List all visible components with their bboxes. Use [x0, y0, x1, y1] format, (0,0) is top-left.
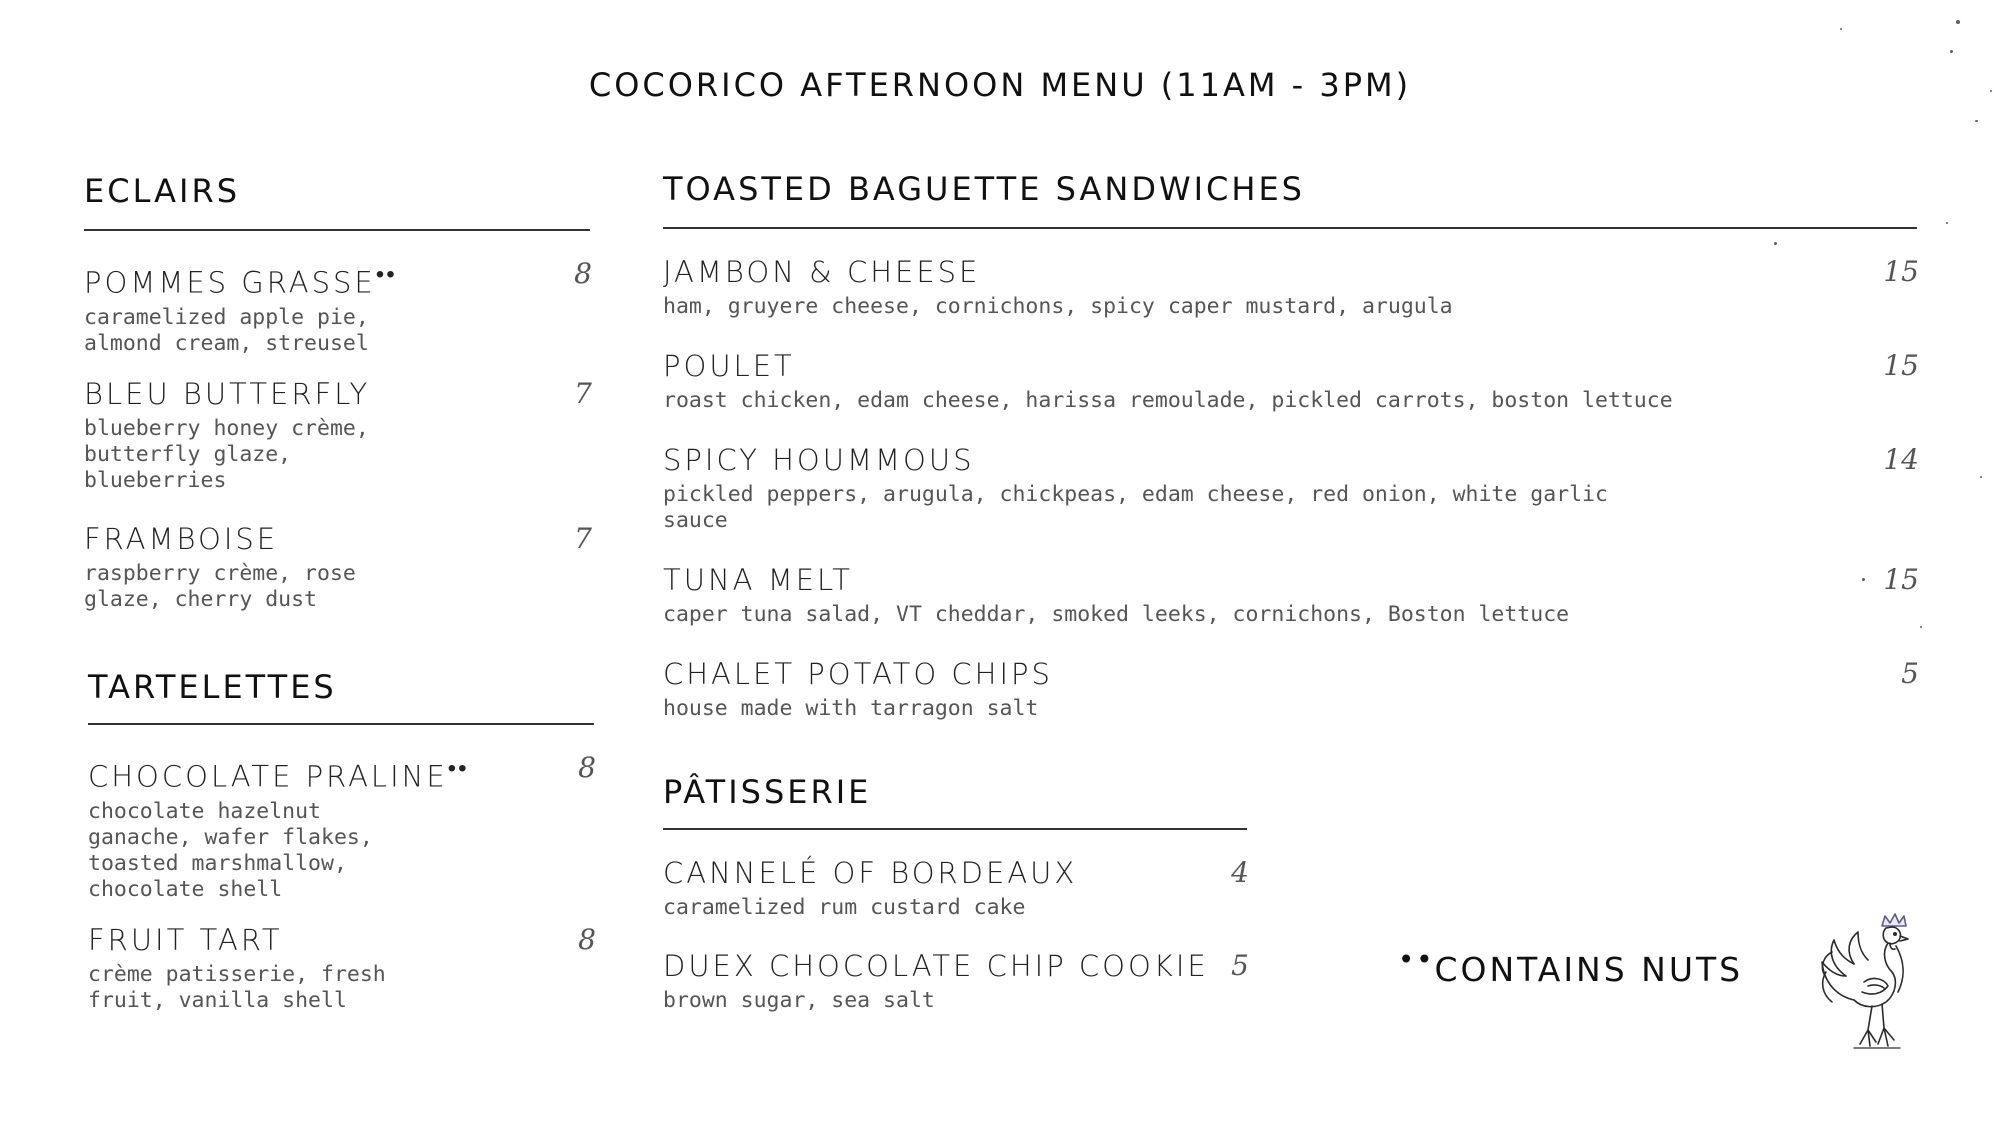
item-name: TUNA MELT [663, 563, 853, 597]
contains-nuts-note [1398, 944, 1743, 989]
item-name: SPICY HOUMMOUS [663, 443, 975, 477]
item-description: caramelized rum custard cake [663, 895, 1026, 920]
item-price: 14 [1883, 443, 1919, 476]
eclairs-divider [84, 229, 590, 231]
page-title: COCORICO AFTERNOON MENU (11AM - 3PM) [588, 66, 1412, 104]
item-description: caper tuna salad, VT cheddar, smoked leeks, cornichons, Boston lettuce [663, 602, 1570, 627]
menu-item-poulet [663, 348, 1919, 414]
nuts-mark: •• [1398, 944, 1435, 976]
menu-item-tuna-melt [663, 562, 1919, 628]
item-price: 8 [578, 923, 596, 956]
item-price: 8 [578, 751, 596, 784]
menu-item-jambon-cheese [663, 254, 1919, 320]
item-name: POULET [663, 349, 795, 383]
patisserie-section-title: PÂTISSERIE [663, 773, 872, 811]
item-price: 7 [574, 377, 592, 410]
item-price: 15 [1883, 349, 1919, 382]
patisserie-divider [663, 828, 1247, 830]
menu-item-bleu-butterfly [84, 376, 592, 494]
menu-item-chocolate-praline [88, 750, 596, 903]
item-name: FRAMBOISE [84, 522, 279, 556]
sandwiches-section-title: TOASTED BAGUETTE SANDWICHES [663, 170, 1305, 208]
item-price: 5 [1231, 949, 1249, 982]
item-price: 8 [574, 257, 592, 290]
item-name: CANNELÉ OF BORDEAUX [663, 856, 1078, 890]
menu-item-chalet-potato-chips [663, 656, 1919, 722]
item-price: 7 [574, 522, 592, 555]
eclairs-section-title: ECLAIRS [84, 172, 240, 210]
item-price: 5 [1901, 657, 1919, 690]
item-description: blueberry honey crème, butterfly glaze, blueberries [84, 416, 369, 493]
item-price: 4 [1231, 856, 1249, 889]
item-description: crème patisserie, fresh fruit, vanilla shell [88, 962, 386, 1013]
item-description: raspberry crème, rose glaze, cherry dust [84, 561, 356, 612]
item-price: 15 [1883, 563, 1919, 596]
item-description: brown sugar, sea salt [663, 988, 935, 1013]
item-name: CHOCOLATE PRALINE [88, 759, 448, 794]
menu-item-framboise [84, 521, 592, 613]
item-description: ham, gruyere cheese, cornichons, spicy caper mustard, arugula [663, 294, 1453, 319]
rooster-icon [1812, 912, 1924, 1054]
nuts-mark: •• [447, 754, 469, 782]
item-price: 15 [1883, 255, 1919, 288]
item-name: CHALET POTATO CHIPS [663, 657, 1053, 691]
menu-item-duex-chocolate-chip-cookie [663, 948, 1249, 1014]
tartelettes-divider [88, 723, 594, 725]
item-name: BLEU BUTTERFLY [84, 377, 371, 411]
menu-item-spicy-hoummous [663, 442, 1919, 534]
item-name: FRUIT TART [88, 923, 283, 957]
tartelettes-section-title: TARTELETTES [88, 668, 337, 706]
item-name: DUEX CHOCOLATE CHIP COOKIE [663, 949, 1209, 983]
item-description: house made with tarragon salt [663, 696, 1039, 721]
sandwiches-divider [663, 227, 1917, 229]
item-description: pickled peppers, arugula, chickpeas, edam cheese, red onion, white garlic sauce [663, 482, 1608, 533]
item-description: chocolate hazelnut ganache, wafer flakes, toasted marshmallow, chocolate shell [88, 798, 373, 902]
item-description: roast chicken, edam cheese, harissa remoulade, pickled carrots, boston lettuce [663, 388, 1673, 413]
menu-item-fruit-tart [88, 922, 596, 1014]
item-description: caramelized apple pie, almond cream, streusel [84, 304, 369, 356]
item-name: JAMBON & CHEESE [663, 255, 981, 289]
menu-item-cannele-of-bordeaux [663, 855, 1249, 921]
item-name: POMMES GRASSE [84, 265, 376, 300]
contains-nuts-text: CONTAINS NUTS [1434, 950, 1744, 989]
nuts-mark: •• [375, 260, 397, 288]
menu-item-pommes-grasse [84, 256, 592, 357]
